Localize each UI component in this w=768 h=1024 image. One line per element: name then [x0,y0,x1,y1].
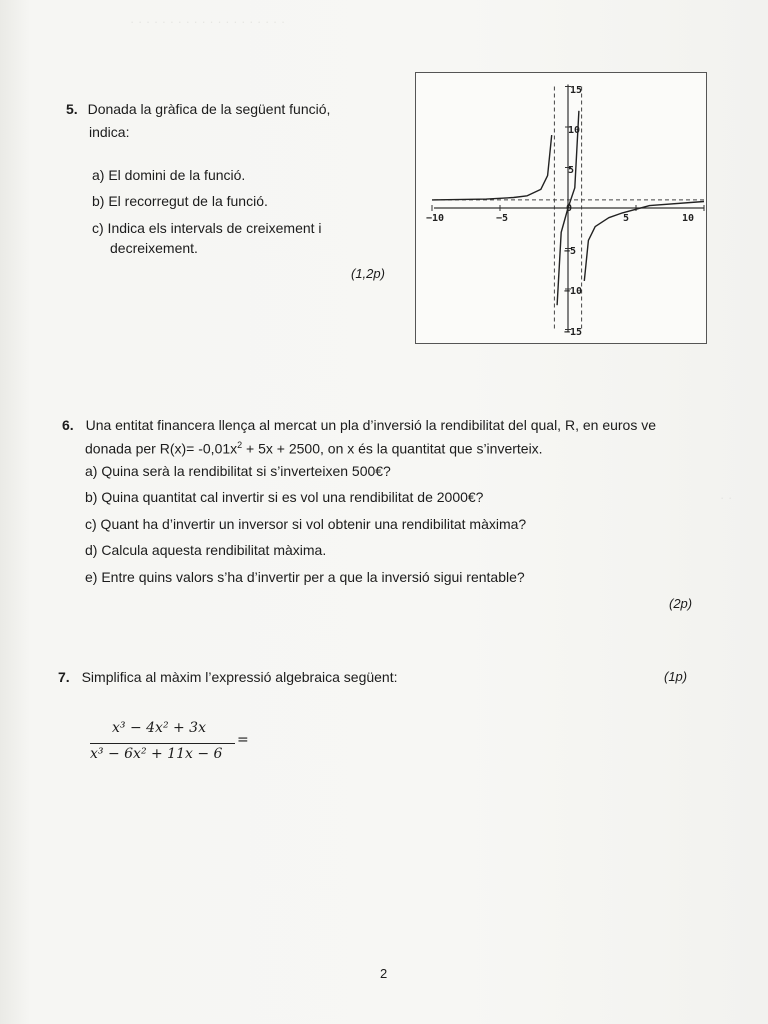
question-5-number: 5. [66,101,78,117]
origin-label: 0 [566,203,573,214]
x-tick-label: −5 [496,213,509,224]
fraction-bar [90,743,235,744]
question-5-points: (1,2p) [351,266,385,281]
graph-svg [416,73,706,343]
question-6-exponent: 2 [237,440,243,450]
x-tick-label: 10 [682,213,695,224]
fraction-denominator: x³ − 6x² + 11x − 6 [90,746,223,762]
function-curve-branch [432,135,552,200]
tick-labels [426,85,694,338]
y-tick-label: −5 [564,246,577,257]
question-6-points: (2p) [669,596,693,611]
question-7 [58,667,398,687]
question-6-item-a: a) Quina serà la rendibilitat si s’inverteixen 500€? [85,463,391,479]
equals-sign: = [237,732,249,748]
function-graph [415,72,707,344]
question-5-item-c: c) Indica els intervals de creixement i [92,220,322,236]
question-6-item-b: b) Quina quantitat cal invertir si es vol una rendibilitat de 2000€? [85,489,484,505]
question-6-item-c: c) Quant ha d’invertir un inversor si vol obtenir una rendibilitat màxima? [85,516,527,532]
question-6-text: Una entitat financera llença al mercat un pla d’inversió la rendibilitat del qual, R, en euros ve [85,417,657,433]
question-7-text: Simplifica al màxim l’expressió algebraica següent: [81,669,398,685]
y-tick-label: 10 [568,125,581,136]
question-5-item-a: a) El domini de la funció. [92,167,246,183]
question-6-item-e: e) Entre quins valors s’ha d’invertir per a que la inversió sigui rentable? [85,569,525,585]
question-7-number: 7. [58,669,70,685]
fraction-numerator: x³ − 4x² + 3x [112,720,206,736]
question-5-item-c-cont: decreixement. [110,240,198,256]
question-6-item-d: d) Calcula aquesta rendibilitat màxima. [85,542,327,558]
bleed-through-text: · · · · · · · · · · · · · · · · · · · · [130,14,286,29]
question-6-formula-end: + 5x + 2500, on x és la quantitat que s’inverteix. [242,440,543,457]
page-number: 2 [380,966,388,981]
y-tick-label: 5 [568,165,575,176]
question-7-points: (1p) [664,669,688,684]
question-5-text-2: indica: [89,124,130,140]
bleed-through-text: · · [720,490,733,505]
x-tick-label: −10 [426,213,445,224]
question-6-formula-start: donada per R(x)= -0,01x [85,440,238,457]
y-tick-label: −10 [564,286,583,297]
question-5 [66,99,386,119]
question-6 [62,415,656,435]
question-6-number: 6. [62,417,74,433]
question-5-text: Donada la gràfica de la següent funció, [87,101,331,117]
y-tick-label: −15 [564,327,583,338]
y-tick-label: 15 [570,85,583,96]
question-5-item-b: b) El recorregut de la funció. [92,193,268,209]
x-tick-label: 5 [623,213,630,224]
question-6-text-2 [85,435,543,459]
